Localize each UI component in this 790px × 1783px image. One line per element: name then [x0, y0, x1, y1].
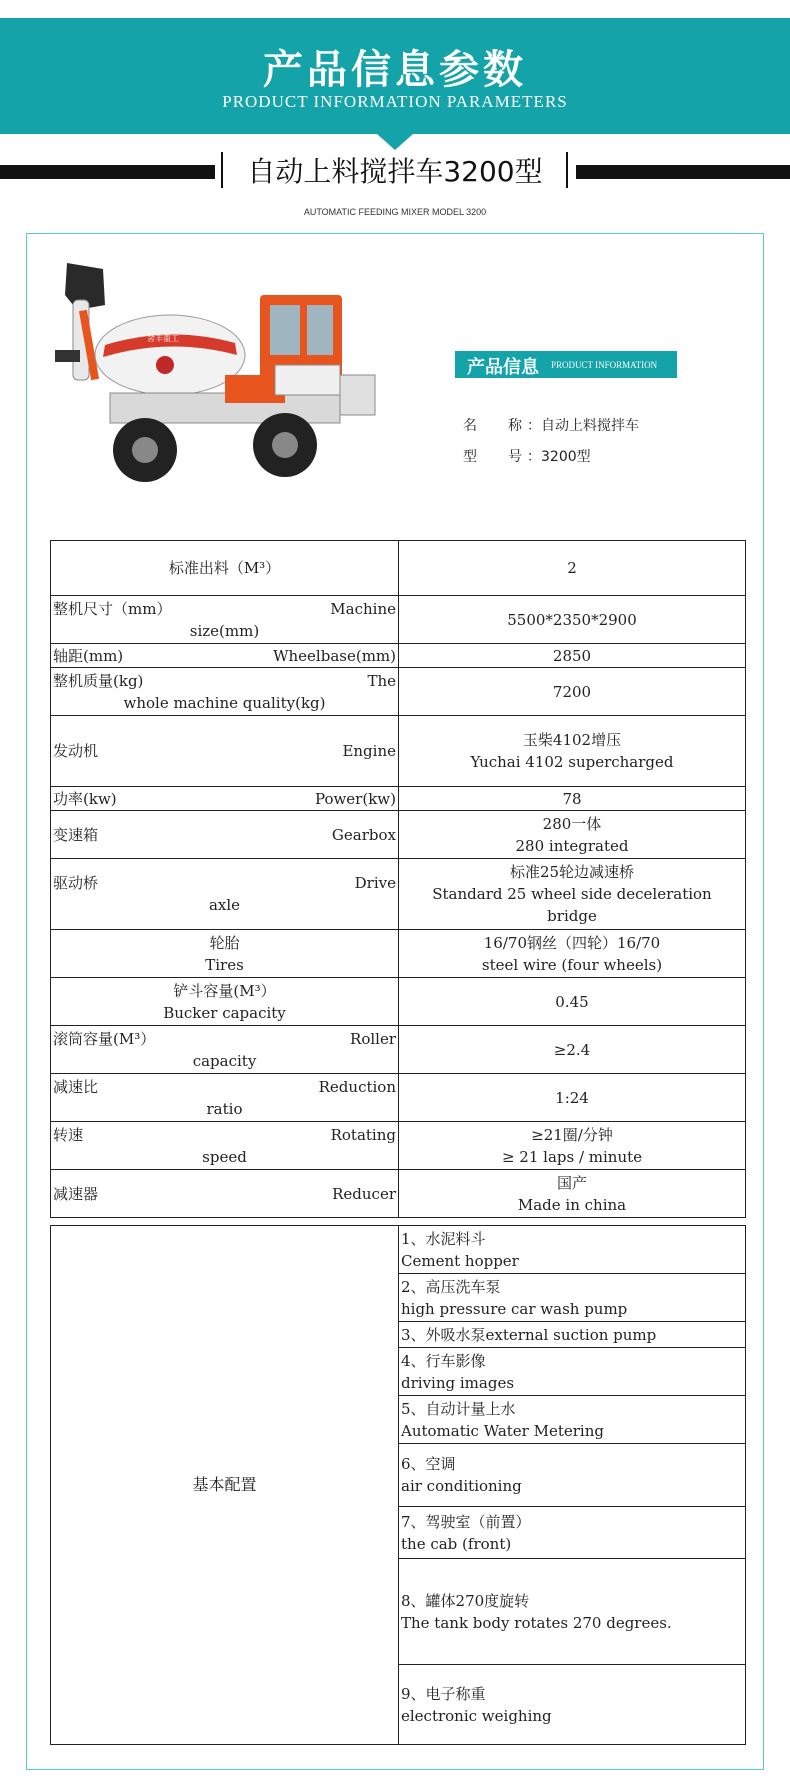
title-divider-right	[566, 152, 568, 188]
spec-label-cn: 减速器	[53, 1184, 99, 1203]
spec-table	[50, 540, 746, 1218]
config-item-cn: 6、空调	[401, 1455, 456, 1473]
spec-label-en2: capacity	[192, 1051, 257, 1070]
spec-label-en: Gearbox	[331, 825, 396, 844]
spec-value	[399, 930, 746, 978]
spec-value: 5500*2350*2900	[399, 596, 746, 644]
title-bar-right	[576, 165, 790, 179]
table-row	[51, 644, 746, 668]
spec-label-en: Power(kw)	[314, 789, 396, 808]
table-row	[51, 1074, 746, 1122]
config-item	[399, 1444, 746, 1507]
spec-label	[51, 596, 399, 644]
spec-label-en2: Bucker capacity	[163, 1003, 286, 1022]
config-item-en: driving images	[401, 1373, 515, 1392]
spec-label	[51, 1026, 399, 1074]
spec-label-en2: whole machine quality(kg)	[123, 693, 326, 712]
spec-value-line3: bridge	[547, 907, 597, 925]
config-item	[399, 1322, 746, 1348]
product-info-badge	[455, 351, 677, 378]
spec-value	[399, 811, 746, 859]
spec-value: 7200	[399, 668, 746, 716]
spec-label-cn: 整机尺寸（mm）	[53, 599, 172, 618]
page-subtitle: PRODUCT INFORMATION PARAMETERS	[222, 92, 568, 111]
table-row	[51, 596, 746, 644]
table-row	[51, 1122, 746, 1170]
spec-label-cn: 滚筒容量(M³）	[53, 1029, 156, 1048]
spec-value-line1: ≥21圈/分钟	[531, 1125, 613, 1144]
config-item-cn: 7、驾驶室（前置）	[401, 1512, 531, 1531]
product-name-value: ：自动上料搅拌车	[527, 418, 639, 434]
product-info-badge-cn: 产品信息	[467, 357, 539, 378]
config-item	[399, 1348, 746, 1396]
spec-value-line1: 16/70钢丝（四轮）16/70	[483, 933, 661, 952]
spec-label-en: Machine	[330, 599, 396, 618]
spec-label-cn: 铲斗容量(M³）	[173, 981, 276, 1000]
config-item-en: electronic weighing	[401, 1706, 552, 1725]
spec-value	[399, 1122, 746, 1170]
spec-label-cn: 减速比	[53, 1077, 99, 1096]
spec-label-en2: size(mm)	[189, 621, 260, 640]
spec-label-cn: 转速	[53, 1125, 84, 1144]
config-item-en: The tank body rotates 270 degrees.	[401, 1613, 672, 1632]
page-title: 产品信息参数	[263, 47, 527, 93]
spec-label	[51, 930, 399, 978]
spec-label	[51, 1074, 399, 1122]
config-item	[399, 1507, 746, 1559]
spec-label-cn: 轴距(mm)	[53, 646, 124, 665]
spec-value: 2	[399, 541, 746, 596]
spec-label-en2: speed	[202, 1147, 247, 1166]
table-row	[51, 1026, 746, 1074]
spec-label	[51, 859, 399, 930]
spec-label: 标准出料（M³）	[51, 541, 399, 596]
spec-label	[51, 644, 399, 668]
config-item-cn: 4、行车影像	[401, 1351, 486, 1370]
product-info-badge-en: PRODUCT INFORMATION	[551, 360, 658, 370]
spec-label	[51, 787, 399, 811]
spec-label-en: Rotating	[330, 1125, 396, 1144]
spec-label-en: The	[367, 671, 396, 690]
mixer-truck-image	[55, 255, 415, 520]
spec-label-cn: 驱动桥	[53, 874, 99, 892]
product-name-key2: 称	[508, 418, 522, 434]
spec-value	[399, 859, 746, 930]
spec-label-cn: 发动机	[53, 742, 99, 760]
spec-value-line2: Standard 25 wheel side deceleration	[432, 885, 712, 903]
config-item-en: Automatic Water Metering	[401, 1421, 604, 1440]
spec-label-en: Reducer	[332, 1184, 396, 1203]
spec-label	[51, 978, 399, 1026]
config-item-cn: 1、水泥料斗	[401, 1229, 486, 1248]
spec-label	[51, 668, 399, 716]
spec-value	[399, 1170, 746, 1218]
config-item-cn: 3、外吸水泵external suction pump	[401, 1325, 657, 1344]
spec-label	[51, 811, 399, 859]
spec-value: 78	[399, 787, 746, 811]
spec-value-line2: Made in china	[517, 1195, 627, 1214]
table-row	[51, 811, 746, 859]
spec-label-en: Engine	[342, 742, 396, 760]
spec-value-line1: 国产	[556, 1173, 587, 1192]
config-item	[399, 1274, 746, 1322]
drum-logo-text: 舍丰重工	[147, 334, 179, 343]
spec-label-cn: 变速箱	[53, 825, 99, 844]
model-title: 自动上料搅拌车3200型	[247, 155, 543, 188]
spec-label-en: Roller	[350, 1029, 396, 1048]
spec-value: 2850	[399, 644, 746, 668]
config-item-en: high pressure car wash pump	[401, 1299, 628, 1318]
spec-label-cn: 功率(kw)	[53, 789, 117, 808]
product-model-key2: 号	[508, 449, 522, 465]
table-row	[51, 930, 746, 978]
config-item	[399, 1226, 746, 1274]
config-item-en: air conditioning	[401, 1477, 522, 1495]
config-item-en: Cement hopper	[401, 1251, 519, 1270]
spec-value-line1: 280一体	[542, 814, 602, 833]
table-row	[51, 716, 746, 787]
spec-value-line1: 标准25轮边减速桥	[509, 863, 635, 881]
spec-label-en2: ratio	[206, 1099, 243, 1118]
product-model-key1: 型	[463, 449, 477, 465]
spec-value-line2: Yuchai 4102 supercharged	[470, 753, 674, 771]
spec-label-cn: 整机质量(kg)	[53, 671, 144, 690]
title-divider-left	[221, 152, 223, 188]
model-subtitle: AUTOMATIC FEEDING MIXER MODEL 3200	[303, 207, 487, 217]
table-row	[51, 668, 746, 716]
spec-value: ≥2.4	[399, 1026, 746, 1074]
spec-value-line1: 玉柴4102增压	[522, 731, 622, 749]
config-item-cn: 5、自动计量上水	[401, 1399, 516, 1418]
config-item	[399, 1559, 746, 1665]
spec-label-en2: Tires	[205, 955, 244, 974]
table-row	[51, 859, 746, 930]
spec-label-en: Wheelbase(mm)	[273, 646, 396, 665]
spec-value-line2: steel wire (four wheels)	[481, 955, 663, 974]
spec-label-en: Reduction	[318, 1077, 396, 1096]
config-item-cn: 8、罐体270度旋转	[401, 1591, 530, 1610]
spec-value	[399, 716, 746, 787]
config-item	[399, 1665, 746, 1745]
banner-notch	[377, 134, 413, 150]
spec-value: 0.45	[399, 978, 746, 1026]
config-item-cn: 2、高压洗车泵	[401, 1277, 501, 1296]
config-item-cn: 9、电子称重	[401, 1684, 486, 1703]
spec-value: 1:24	[399, 1074, 746, 1122]
spec-label-en2: axle	[208, 896, 241, 914]
spec-value-line2: 280 integrated	[515, 836, 629, 855]
config-table	[50, 1225, 746, 1745]
title-bar-left	[0, 165, 215, 179]
spec-value-line2: ≥ 21 laps / minute	[501, 1147, 643, 1166]
header-banner	[0, 18, 790, 134]
table-row	[51, 978, 746, 1026]
spec-label-cn: 轮胎	[209, 933, 240, 952]
table-row	[51, 1170, 746, 1218]
spec-label	[51, 1122, 399, 1170]
table-row	[51, 787, 746, 811]
config-label: 基本配置	[51, 1226, 399, 1745]
spec-label	[51, 1170, 399, 1218]
spec-label	[51, 716, 399, 787]
config-item	[399, 1396, 746, 1444]
table-row	[51, 541, 746, 596]
product-model-value: ：3200型	[527, 449, 591, 465]
config-item-en: the cab (front)	[401, 1534, 512, 1553]
product-name-key1: 名	[463, 418, 477, 434]
spec-label-en: Drive	[354, 874, 396, 892]
table-row	[51, 1226, 746, 1274]
